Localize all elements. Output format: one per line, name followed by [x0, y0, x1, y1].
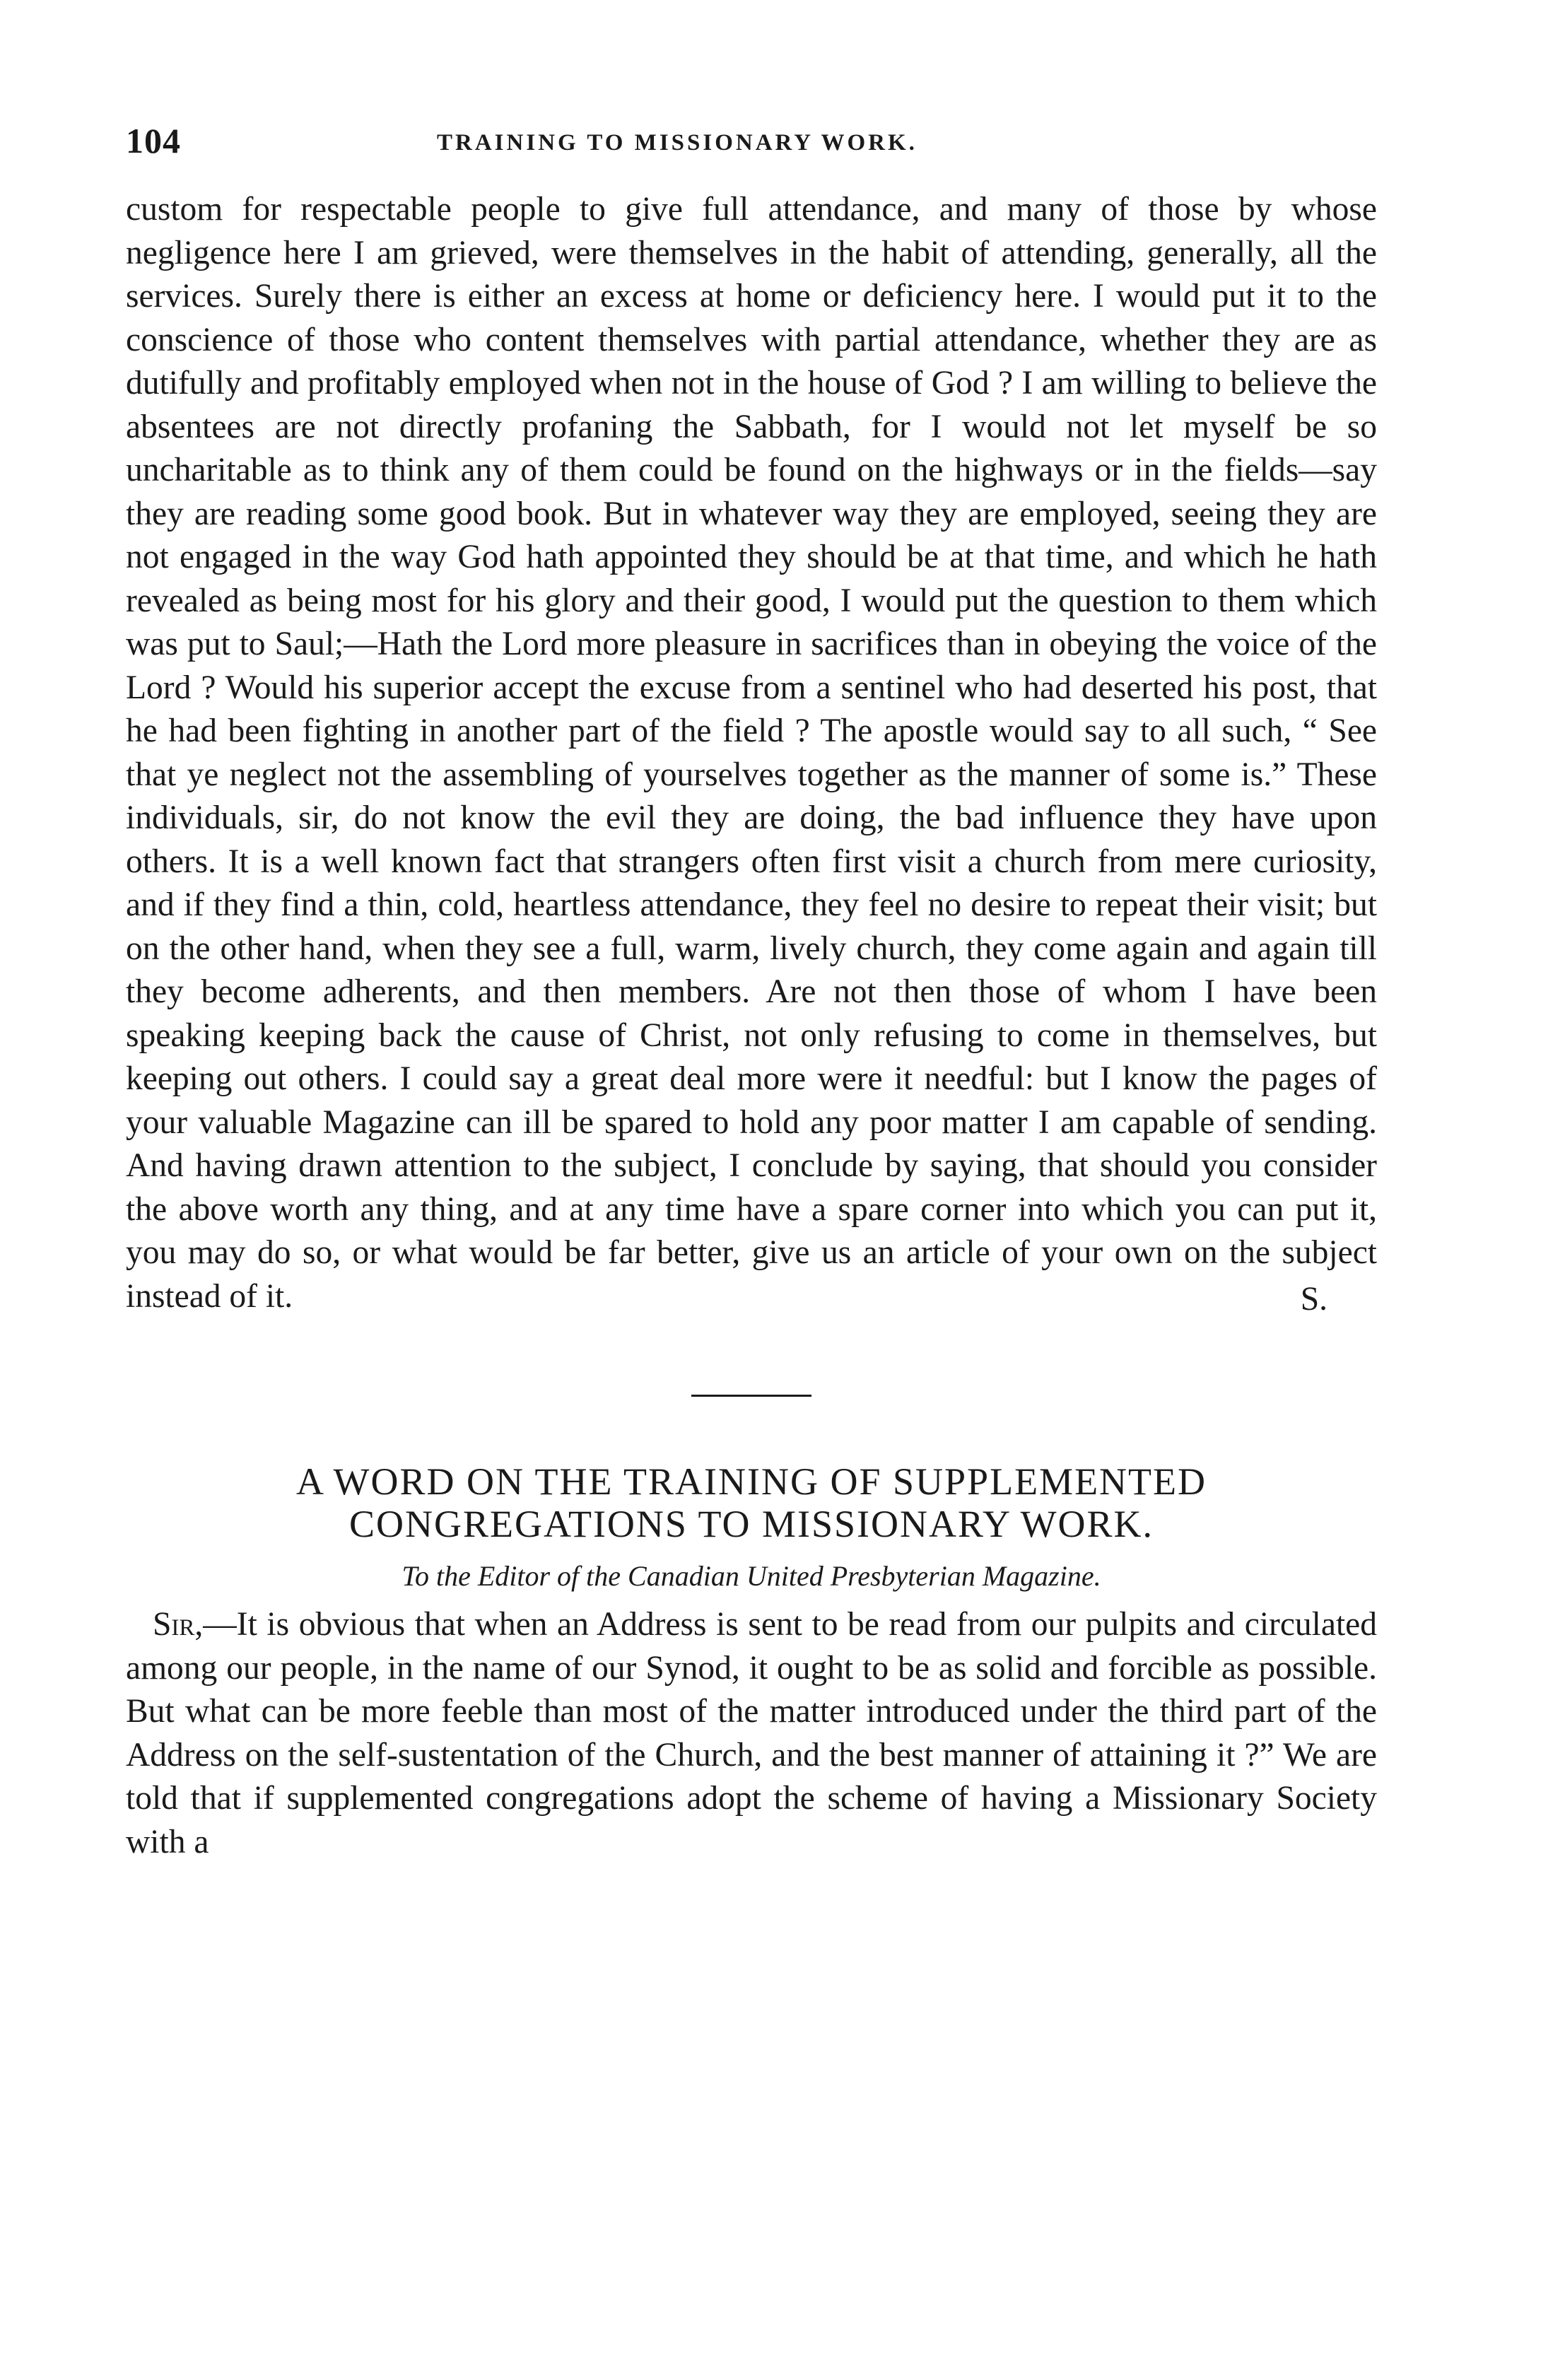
- article-dedication: To the Editor of the Canadian United Presbyterian Magazine.: [401, 1560, 1101, 1592]
- letter-paragraph: custom for respectable people to give full attendance, and many of those by whose negligence here I am grieved, were themselves in the habit of attending, generally, all the services. Surely there is either an excess at home or deficiency here. I would put it to the conscience of those who content themselves with partial attendance, whether they are as dutifully and profitably employed when not in the house of God ? I am willing to believe the absentees are not directly profaning the Sabbath, for I would not let myself be so uncharitable as to think any of them could be found on the highways or in the fields—say they are reading some good book. But in whatever way they are employed, seeing they are not engaged in the way God hath appointed they should be at that time, and which he hath revealed as being most for his glory and their good, I would put the question to them which was put to Saul;—Hath the Lord more pleasure in sacrifices than in obeying the voice of the Lord ? Would his superior accept the excuse from a sentinel who had deserted his post, that he had been fighting in another part of the field ? The apostle would say to all such, “ See that ye neglect not the assembling of yourselves together as the manner of some is.” These individuals, sir, do not know the evil they are doing, the bad influence they have upon others. It is a well known fact that strangers often first visit a church from mere curiosity, and if they find a thin, cold, heartless attendance, they feel no desire to repeat their visit; but on the other hand, when they see a full, warm, lively church, they come again and again till they become adherents, and then members. Are not then those of whom I have been speaking keeping back the cause of Christ, not only refusing to come in themselves, but keeping out others. I could say a great deal more were it needful: but I know the pages of your valuable Magazine can ill be spared to hold any poor matter I am capable of sending. And having drawn attention to the subject, I conclude by saying, that should you consider the above worth any thing, and at any time have a spare corner into which you can put it, you may do so, or what would be far better, give us an article of your own on the subject instead of it.: [126, 191, 1377, 1315]
- article-paragraph-text: —It is obvious that when an Address is sent to be read from our pulpits and circulated among our people, in the name of our Synod, it ought to be as solid and forcible as possible. But what can be more feeble than most of the matter introduced under the third part of the Address on the self-sustentation of the Church, and the best manner of attaining it ?” We are told that if supplemented congregations adopt the scheme of having a Missionary Society with a: [126, 1606, 1377, 1860]
- section-divider: [691, 1395, 811, 1397]
- article-title: A WORD ON THE TRAINING OF SUPPLEMENTED CONGREGATIONS TO MISSIONARY WORK.: [295, 1460, 1207, 1545]
- book-page: [126, 120, 1377, 1864]
- article-body: [126, 1603, 1377, 1864]
- salutation: Sir,: [153, 1606, 204, 1643]
- running-title: TRAINING TO MISSIONARY WORK.: [437, 130, 918, 156]
- running-head: [126, 120, 1377, 170]
- letter-signature: S.: [1300, 1281, 1327, 1318]
- letter-section: [126, 188, 1377, 1318]
- article-paragraph: [126, 1603, 1377, 1864]
- page-number: 104: [126, 121, 181, 160]
- letter-body: [126, 188, 1377, 1318]
